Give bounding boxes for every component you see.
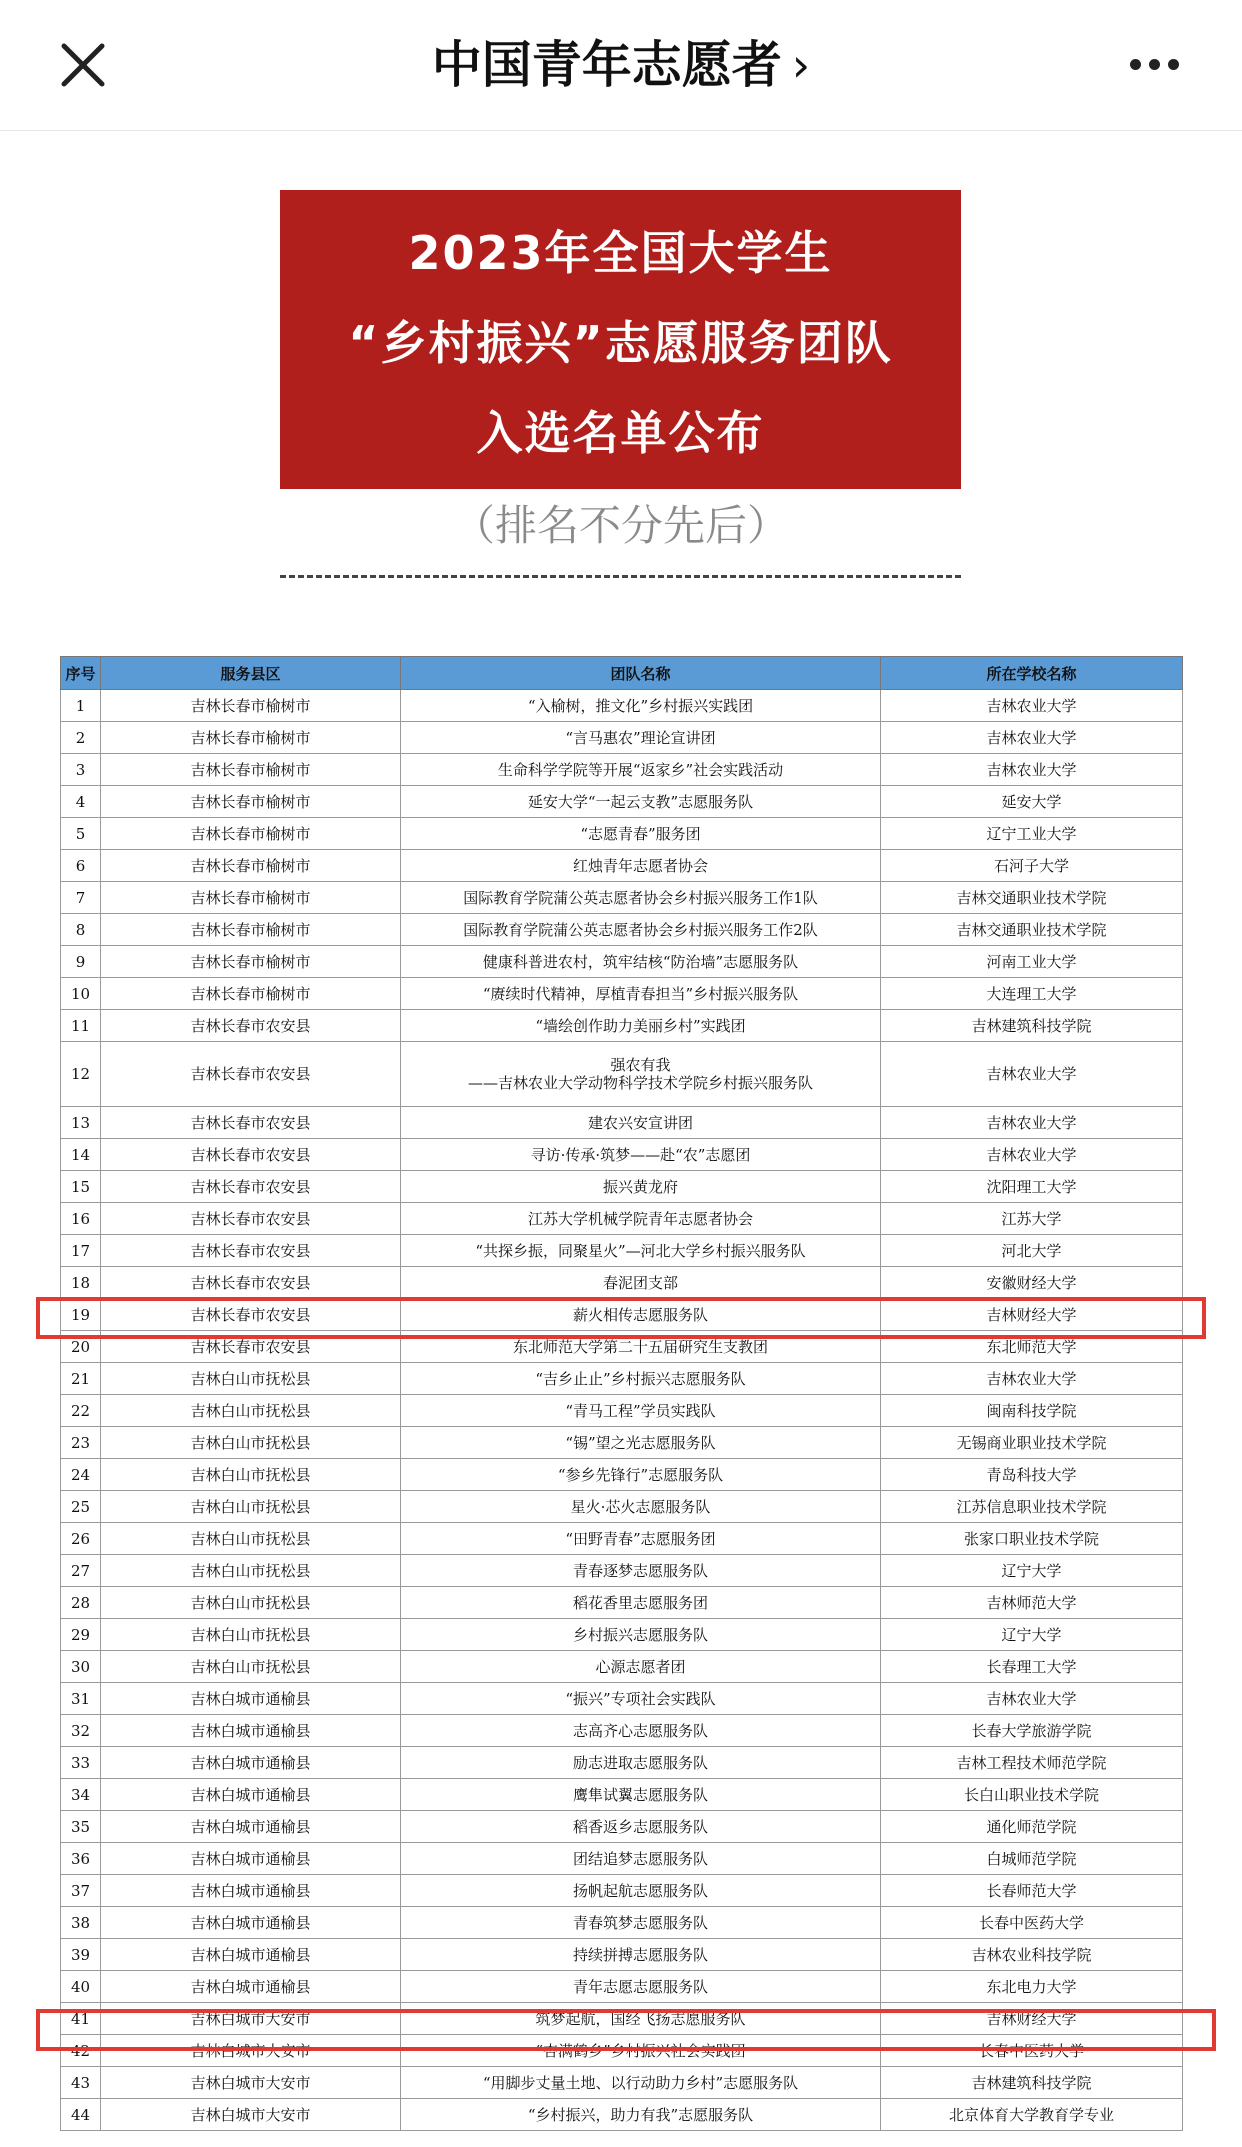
row-team [401, 978, 881, 1010]
table-row [61, 1171, 1183, 1203]
row-team [401, 1107, 881, 1139]
row-team [401, 786, 881, 818]
row-index: 18 [61, 1267, 101, 1299]
table-row [61, 1491, 1183, 1523]
row-team-line-1: 扬帆起航志愿服务队 [572, 1881, 708, 1900]
row-school: 通化师范学院 [881, 1811, 1183, 1843]
account-title[interactable] [0, 30, 1242, 100]
row-index: 23 [61, 1427, 101, 1459]
row-team [401, 818, 881, 850]
row-county: 吉林长春市榆树市 [101, 754, 401, 786]
row-team-line-1: 稻花香里志愿服务团 [572, 1593, 708, 1612]
row-school: 吉林农业大学 [881, 1683, 1183, 1715]
row-team [401, 1843, 881, 1875]
row-county: 吉林白城市大安市 [101, 2035, 401, 2067]
row-school: 东北电力大学 [881, 1971, 1183, 2003]
row-index: 17 [61, 1235, 101, 1267]
row-team-line-1: 励志进取志愿服务队 [572, 1753, 708, 1772]
row-team-line-2: ——吉林农业大学动物科学技术学院乡村振兴服务队 [467, 1074, 813, 1092]
table-row [61, 1107, 1183, 1139]
table-row [61, 754, 1183, 786]
table-row [61, 1363, 1183, 1395]
row-school: 吉林交通职业技术学院 [881, 914, 1183, 946]
row-team [401, 1042, 881, 1107]
row-index: 2 [61, 722, 101, 754]
table-row [61, 1042, 1183, 1107]
row-team-line-1: 持续拼搏志愿服务队 [572, 1945, 708, 1964]
row-school: 吉林建筑科技学院 [881, 1010, 1183, 1042]
table-row [61, 1395, 1183, 1427]
row-school: 长春中医药大学 [881, 2035, 1183, 2067]
row-team [401, 1779, 881, 1811]
row-school: 长春大学旅游学院 [881, 1715, 1183, 1747]
row-team-line-1: 红烛青年志愿者协会 [572, 856, 708, 875]
row-school: 长春中医药大学 [881, 1907, 1183, 1939]
row-index: 25 [61, 1491, 101, 1523]
row-index: 37 [61, 1875, 101, 1907]
row-county: 吉林长春市榆树市 [101, 818, 401, 850]
row-index: 43 [61, 2067, 101, 2099]
row-index: 26 [61, 1523, 101, 1555]
row-team-line-1: “青马工程”学员实践队 [565, 1401, 716, 1420]
row-school: 石河子大学 [881, 850, 1183, 882]
row-team [401, 690, 881, 722]
row-index: 30 [61, 1651, 101, 1683]
table-row [61, 946, 1183, 978]
row-school: 吉林农业大学 [881, 1363, 1183, 1395]
table-row [61, 978, 1183, 1010]
row-team [401, 1010, 881, 1042]
row-county: 吉林白山市抚松县 [101, 1555, 401, 1587]
row-school: 安徽财经大学 [881, 1267, 1183, 1299]
row-team [401, 722, 881, 754]
more-options-icon[interactable] [1130, 55, 1190, 75]
row-team-line-1: 江苏大学机械学院青年志愿者协会 [527, 1209, 753, 1228]
table-row [61, 722, 1183, 754]
row-team-line-1: “锡”望之光志愿服务队 [565, 1433, 716, 1452]
row-school: 吉林农业大学 [881, 754, 1183, 786]
table-row [61, 690, 1183, 722]
row-index: 44 [61, 2099, 101, 2131]
table-row [61, 1683, 1183, 1715]
row-team [401, 946, 881, 978]
row-school: 东北师范大学 [881, 1331, 1183, 1363]
row-team [401, 882, 881, 914]
row-index: 36 [61, 1843, 101, 1875]
row-index: 11 [61, 1010, 101, 1042]
row-index: 41 [61, 2003, 101, 2035]
row-county: 吉林白城市通榆县 [101, 1939, 401, 1971]
row-school: 辽宁工业大学 [881, 818, 1183, 850]
col-header-index: 序号 [61, 657, 101, 690]
row-school: 吉林工程技术师范学院 [881, 1747, 1183, 1779]
row-school: 河北大学 [881, 1235, 1183, 1267]
table-row [61, 1971, 1183, 2003]
account-name[interactable]: 中国青年志愿者 [431, 36, 782, 94]
ranking-note: （排名不分先后） [452, 501, 789, 550]
row-county: 吉林长春市榆树市 [101, 690, 401, 722]
row-team-line-1: 青春逐梦志愿服务队 [572, 1561, 708, 1580]
table-row [61, 1427, 1183, 1459]
row-school: 长白山职业技术学院 [881, 1779, 1183, 1811]
row-team-line-1: 延安大学“一起云支教”志愿服务队 [527, 792, 754, 811]
row-index: 39 [61, 1939, 101, 1971]
row-index: 28 [61, 1587, 101, 1619]
row-team-line-1: “墙绘创作助力美丽乡村”实践团 [535, 1016, 746, 1035]
row-team-line-1: 青春筑梦志愿服务队 [572, 1913, 708, 1932]
row-team-line-1: 振兴黄龙府 [602, 1177, 678, 1196]
row-index: 29 [61, 1619, 101, 1651]
row-county: 吉林白山市抚松县 [101, 1427, 401, 1459]
row-team [401, 2099, 881, 2131]
table-row [61, 1523, 1183, 1555]
table-row [61, 1843, 1183, 1875]
row-team [401, 1683, 881, 1715]
row-county: 吉林白山市抚松县 [101, 1491, 401, 1523]
table-row [61, 914, 1183, 946]
row-county: 吉林白山市抚松县 [101, 1523, 401, 1555]
row-team-line-1: “志愿青春”服务团 [580, 824, 701, 843]
highlight-row-19 [36, 1297, 1206, 1339]
row-county: 吉林白城市通榆县 [101, 1843, 401, 1875]
row-county: 吉林长春市农安县 [101, 1171, 401, 1203]
row-team [401, 1363, 881, 1395]
row-county: 吉林白山市抚松县 [101, 1651, 401, 1683]
table-row [61, 850, 1183, 882]
row-county: 吉林白山市抚松县 [101, 1587, 401, 1619]
row-team [401, 1811, 881, 1843]
table-row [61, 2067, 1183, 2099]
row-school: 吉林师范大学 [881, 1587, 1183, 1619]
row-county: 吉林白城市大安市 [101, 2003, 401, 2035]
row-team-line-1: “吉乡止止”乡村振兴志愿服务队 [535, 1369, 746, 1388]
row-team [401, 1555, 881, 1587]
row-team-line-1: 星火·芯火志愿服务队 [570, 1497, 711, 1516]
row-index: 6 [61, 850, 101, 882]
table-row [61, 1907, 1183, 1939]
table-row [61, 1939, 1183, 1971]
table-row [61, 1267, 1183, 1299]
row-county: 吉林长春市农安县 [101, 1042, 401, 1107]
table-row [61, 1203, 1183, 1235]
row-school: 吉林农业大学 [881, 690, 1183, 722]
row-county: 吉林长春市农安县 [101, 1139, 401, 1171]
row-index: 5 [61, 818, 101, 850]
table-row [61, 1651, 1183, 1683]
title-banner [280, 190, 961, 489]
row-team-line-1: “乡村振兴，助力有我”志愿服务队 [527, 2105, 754, 2124]
row-team-line-1: 健康科普进农村，筑牢结核“防治墙”志愿服务队 [482, 952, 799, 971]
row-county: 吉林长春市农安县 [101, 1107, 401, 1139]
table-row [61, 882, 1183, 914]
row-school: 吉林农业大学 [881, 1107, 1183, 1139]
row-index: 31 [61, 1683, 101, 1715]
row-index: 15 [61, 1171, 101, 1203]
row-school: 张家口职业技术学院 [881, 1523, 1183, 1555]
row-team [401, 1427, 881, 1459]
row-school: 北京体育大学教育学专业 [881, 2099, 1183, 2131]
row-index: 38 [61, 1907, 101, 1939]
row-team-line-1: 国际教育学院蒲公英志愿者协会乡村振兴服务工作2队 [463, 920, 818, 939]
row-school: 吉林建筑科技学院 [881, 2067, 1183, 2099]
row-school: 无锡商业职业技术学院 [881, 1427, 1183, 1459]
row-index: 3 [61, 754, 101, 786]
table-row [61, 1555, 1183, 1587]
row-index: 7 [61, 882, 101, 914]
col-header-school: 所在学校名称 [881, 657, 1183, 690]
row-team [401, 1587, 881, 1619]
row-team-line-1: 鹰隼试翼志愿服务队 [572, 1785, 708, 1804]
row-team-line-1: “共探乡振，同聚星火”—河北大学乡村振兴服务队 [475, 1241, 806, 1260]
row-index: 1 [61, 690, 101, 722]
row-index: 33 [61, 1747, 101, 1779]
row-school: 吉林农业大学 [881, 1139, 1183, 1171]
row-index: 32 [61, 1715, 101, 1747]
row-team [401, 1651, 881, 1683]
row-county: 吉林白城市通榆县 [101, 1715, 401, 1747]
banner-line-3: 入选名单公布 [476, 406, 765, 460]
row-county: 吉林白城市通榆县 [101, 1971, 401, 2003]
table-header-row [61, 657, 1183, 690]
row-team-line-1: 生命科学学院等开展“返家乡”社会实践活动 [497, 760, 784, 779]
row-team [401, 754, 881, 786]
row-index: 12 [61, 1042, 101, 1107]
table-row [61, 818, 1183, 850]
row-team [401, 1523, 881, 1555]
row-team-line-1: 志高齐心志愿服务队 [572, 1721, 708, 1740]
row-team-line-1: 东北师范大学第二十五届研究生支教团 [512, 1337, 768, 1356]
row-county: 吉林白城市通榆县 [101, 1907, 401, 1939]
row-county: 吉林长春市榆树市 [101, 722, 401, 754]
row-team [401, 1139, 881, 1171]
row-county: 吉林白城市通榆县 [101, 1683, 401, 1715]
row-county: 吉林长春市榆树市 [101, 882, 401, 914]
row-team-line-1: 稻香返乡志愿服务队 [572, 1817, 708, 1836]
table-row [61, 786, 1183, 818]
row-team [401, 2067, 881, 2099]
row-team-line-1: 强农有我 [610, 1056, 671, 1074]
row-school: 大连理工大学 [881, 978, 1183, 1010]
dashed-divider [280, 575, 961, 578]
row-index: 16 [61, 1203, 101, 1235]
row-team-line-1: “振兴”专项社会实践队 [565, 1689, 716, 1708]
row-index: 42 [61, 2035, 101, 2067]
row-county: 吉林长春市农安县 [101, 1235, 401, 1267]
row-county: 吉林长春市农安县 [101, 1203, 401, 1235]
row-index: 9 [61, 946, 101, 978]
row-index: 4 [61, 786, 101, 818]
row-county: 吉林白城市通榆县 [101, 1779, 401, 1811]
table-row [61, 1587, 1183, 1619]
row-index: 34 [61, 1779, 101, 1811]
col-header-team: 团队名称 [401, 657, 881, 690]
row-county: 吉林长春市农安县 [101, 1331, 401, 1363]
row-team-line-1: “入榆树，推文化”乡村振兴实践团 [527, 696, 754, 715]
row-school: 白城师范学院 [881, 1843, 1183, 1875]
row-team-line-1: “赓续时代精神，厚植青春担当”乡村振兴服务队 [482, 984, 799, 1003]
row-county: 吉林长春市农安县 [101, 1299, 401, 1331]
row-school: 闽南科技学院 [881, 1395, 1183, 1427]
row-index: 14 [61, 1139, 101, 1171]
row-county: 吉林白山市抚松县 [101, 1459, 401, 1491]
row-team [401, 1267, 881, 1299]
highlight-row-41 [36, 2009, 1216, 2051]
row-team [401, 1171, 881, 1203]
banner-line-1: 2023年全国大学生 [408, 226, 833, 280]
banner-line-2: “乡村振兴”志愿服务团队 [348, 316, 893, 370]
row-school: 辽宁大学 [881, 1619, 1183, 1651]
row-index: 20 [61, 1331, 101, 1363]
row-school: 沈阳理工大学 [881, 1171, 1183, 1203]
row-index: 21 [61, 1363, 101, 1395]
row-school: 青岛科技大学 [881, 1459, 1183, 1491]
row-team [401, 1203, 881, 1235]
row-school: 吉林农业大学 [881, 722, 1183, 754]
chevron-right-icon[interactable]: › [791, 38, 811, 92]
row-county: 吉林白城市通榆县 [101, 1811, 401, 1843]
row-school: 延安大学 [881, 786, 1183, 818]
row-team-line-1: 筑梦起航，国经飞扬志愿服务队 [535, 2009, 746, 2028]
row-school: 江苏信息职业技术学院 [881, 1491, 1183, 1523]
row-index: 8 [61, 914, 101, 946]
row-team-line-1: “言马惠农”理论宣讲团 [565, 728, 716, 747]
row-school: 河南工业大学 [881, 946, 1183, 978]
row-index: 13 [61, 1107, 101, 1139]
row-county: 吉林白山市抚松县 [101, 1363, 401, 1395]
table-row [61, 1619, 1183, 1651]
row-team [401, 1875, 881, 1907]
row-team-line-1: 团结追梦志愿服务队 [572, 1849, 708, 1868]
row-team-line-1: 青年志愿志愿服务队 [572, 1977, 708, 1996]
top-bar [0, 0, 1242, 131]
table-row [61, 1010, 1183, 1042]
table-row [61, 1747, 1183, 1779]
row-team-line-1: 乡村振兴志愿服务队 [572, 1625, 708, 1644]
table-row [61, 1715, 1183, 1747]
row-team [401, 1971, 881, 2003]
team-list-table [60, 656, 1182, 2131]
row-school: 吉林农业大学 [881, 1042, 1183, 1107]
row-school: 江苏大学 [881, 1203, 1183, 1235]
row-index: 22 [61, 1395, 101, 1427]
row-index: 40 [61, 1971, 101, 2003]
row-team-line-1: 春泥团支部 [602, 1273, 678, 1292]
row-county: 吉林长春市榆树市 [101, 914, 401, 946]
row-team [401, 1619, 881, 1651]
row-team [401, 1395, 881, 1427]
table-row [61, 2099, 1183, 2131]
row-county: 吉林白山市抚松县 [101, 1619, 401, 1651]
row-team-line-1: 寻访·传承·筑梦——赴“农”志愿团 [530, 1145, 751, 1164]
row-county: 吉林白山市抚松县 [101, 1395, 401, 1427]
table-row [61, 1139, 1183, 1171]
row-team-line-1: “田野青春”志愿服务团 [565, 1529, 716, 1548]
row-team [401, 1235, 881, 1267]
row-team [401, 1939, 881, 1971]
row-school: 吉林交通职业技术学院 [881, 882, 1183, 914]
row-team-line-1: 心源志愿者团 [595, 1657, 686, 1676]
row-school: 吉林农业科技学院 [881, 1939, 1183, 1971]
table-row [61, 1235, 1183, 1267]
row-team-line-1: 建农兴安宣讲团 [587, 1113, 693, 1132]
row-county: 吉林长春市榆树市 [101, 786, 401, 818]
row-index: 19 [61, 1299, 101, 1331]
row-county: 吉林长春市榆树市 [101, 850, 401, 882]
table-row [61, 1875, 1183, 1907]
row-team [401, 1491, 881, 1523]
row-school: 长春理工大学 [881, 1651, 1183, 1683]
row-team-line-1: “杏满鹤乡”乡村振兴社会实践团 [535, 2041, 746, 2060]
row-county: 吉林长春市榆树市 [101, 978, 401, 1010]
row-county: 吉林白城市大安市 [101, 2067, 401, 2099]
row-team [401, 914, 881, 946]
row-county: 吉林白城市大安市 [101, 2099, 401, 2131]
row-team [401, 850, 881, 882]
row-team [401, 1715, 881, 1747]
row-team [401, 1459, 881, 1491]
row-team-line-1: “用脚步丈量土地、以行动助力乡村”志愿服务队 [482, 2073, 799, 2092]
row-county: 吉林白城市通榆县 [101, 1875, 401, 1907]
row-county: 吉林长春市农安县 [101, 1010, 401, 1042]
row-index: 35 [61, 1811, 101, 1843]
row-county: 吉林白城市通榆县 [101, 1747, 401, 1779]
row-index: 27 [61, 1555, 101, 1587]
row-school: 长春师范大学 [881, 1875, 1183, 1907]
row-team-line-1: “参乡先锋行”志愿服务队 [557, 1465, 724, 1484]
row-county: 吉林长春市农安县 [101, 1267, 401, 1299]
row-team-line-1: 国际教育学院蒲公英志愿者协会乡村振兴服务工作1队 [463, 888, 818, 907]
table-row [61, 1459, 1183, 1491]
row-school: 吉林财经大学 [881, 1299, 1183, 1331]
row-school: 辽宁大学 [881, 1555, 1183, 1587]
row-county: 吉林长春市榆树市 [101, 946, 401, 978]
row-index: 10 [61, 978, 101, 1010]
row-index: 24 [61, 1459, 101, 1491]
col-header-county: 服务县区 [101, 657, 401, 690]
table-row [61, 1811, 1183, 1843]
row-team [401, 1747, 881, 1779]
table-row [61, 1779, 1183, 1811]
row-team [401, 1907, 881, 1939]
row-team-line-1: 薪火相传志愿服务队 [572, 1305, 708, 1324]
row-school: 吉林财经大学 [881, 2003, 1183, 2035]
